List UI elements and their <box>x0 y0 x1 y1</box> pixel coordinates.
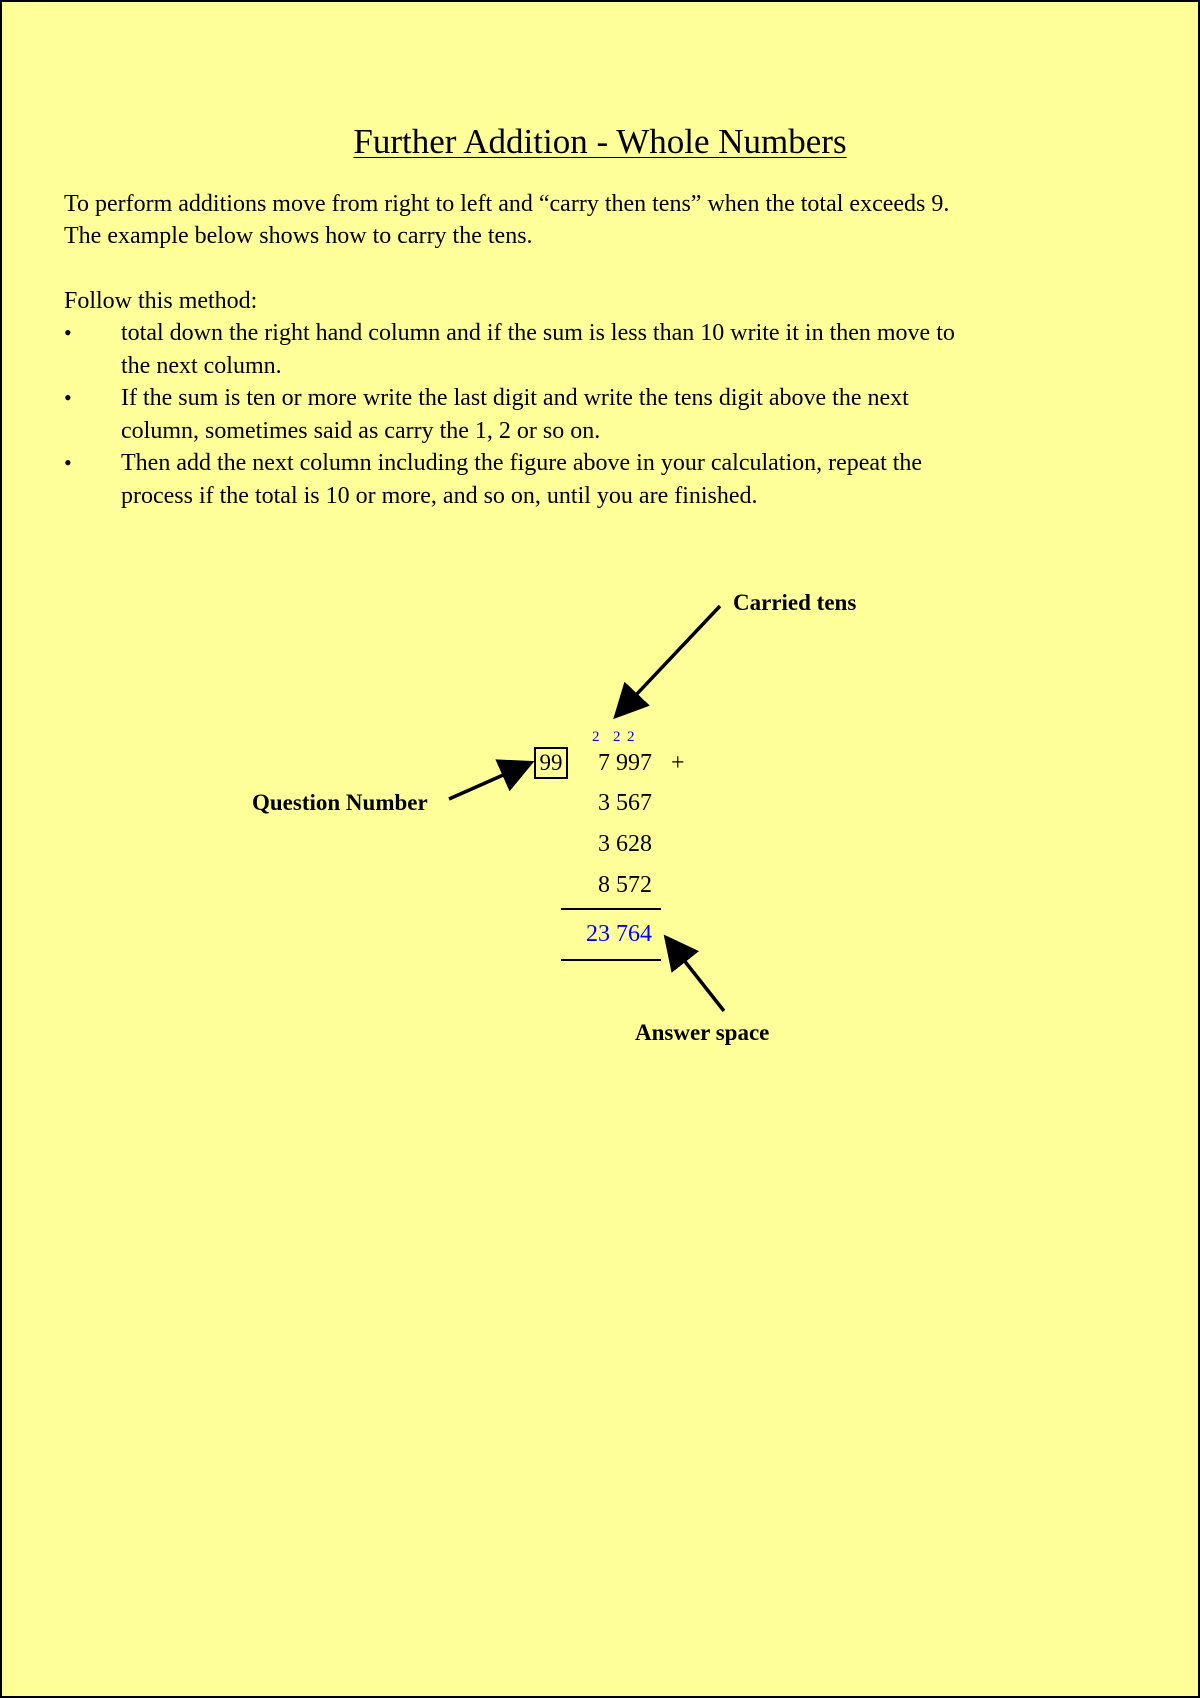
method-step-text: If the sum is ten or more write the last digit and write the tens digit above the next <box>121 385 909 411</box>
annotation-arrows <box>2 2 1198 1696</box>
intro-line-2: The example below shows how to carry the tens. <box>64 223 533 249</box>
bullet-icon: • <box>64 385 72 410</box>
method-step-text-cont: the next column. <box>121 352 282 379</box>
bullet-icon: • <box>64 450 72 475</box>
carried-tens-label: Carried tens <box>733 590 857 615</box>
method-step-text-cont: process if the total is 10 or more, and so on, until you are finished. <box>121 482 758 509</box>
plus-operator: + <box>671 750 685 776</box>
carry-digit: 2 <box>613 729 621 745</box>
bullet-icon: • <box>64 320 72 345</box>
carry-digit: 2 <box>627 729 635 745</box>
addend-row: 3 628 <box>598 831 652 857</box>
method-step-text: Then add the next column including the figure above in your calculation, repeat the <box>121 450 923 476</box>
intro-line-1: To perform additions move from right to left and “carry then tens” when the total exceeds 9. <box>64 191 950 217</box>
question-number-arrow-icon <box>449 764 528 799</box>
carried-tens-arrow-icon <box>618 606 720 714</box>
addend-row: 7 997 <box>598 750 652 776</box>
question-number-box: 99 <box>534 747 568 779</box>
carry-digit: 2 <box>592 729 600 745</box>
question-number-label: Question Number <box>252 790 428 815</box>
worksheet-page <box>2 2 1198 1696</box>
method-heading: Follow this method: <box>64 288 258 314</box>
answer-space-label: Answer space <box>635 1020 770 1045</box>
addend-row: 3 567 <box>598 790 652 816</box>
answer-value: 23 764 <box>586 921 652 947</box>
method-step-text-cont: column, sometimes said as carry the 1, 2 or so on. <box>121 417 601 444</box>
method-step-text: total down the right hand column and if the sum is less than 10 write it in then move to <box>121 320 955 346</box>
answer-space-arrow-icon <box>668 940 724 1011</box>
page-title: Further Addition - Whole Numbers <box>353 122 847 161</box>
addend-row: 8 572 <box>598 872 652 898</box>
